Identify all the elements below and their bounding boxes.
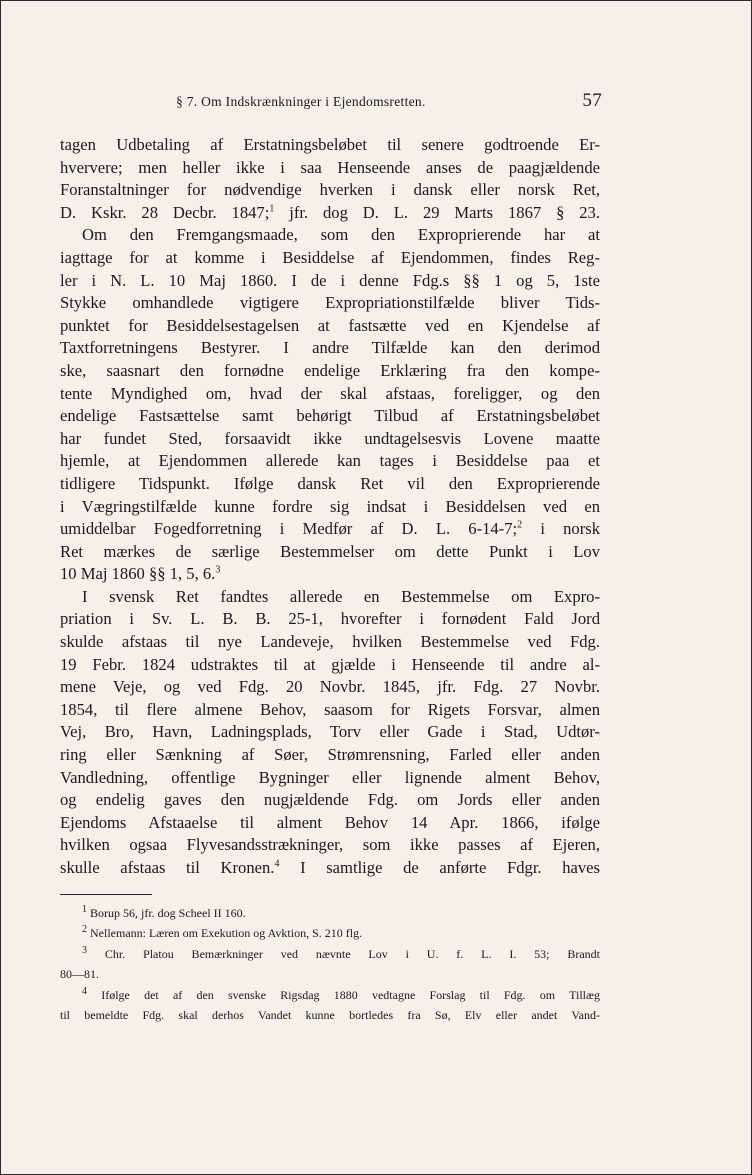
text-line — [60, 676, 600, 699]
text-line — [60, 496, 600, 519]
footnote-line — [60, 1005, 600, 1026]
footnote-number: 2 — [82, 924, 87, 936]
text-line — [60, 744, 600, 767]
text-segment: skulde afstaas til nye Landeveje, hvilken Bestemmelse ved Fdg. — [60, 632, 600, 652]
footnote-line — [60, 923, 600, 944]
text-segment: hvilken ogsaa Flyvesandsstrækninger, som ikke passes af Ejeren, — [60, 835, 600, 855]
footnote-text: 80—81. — [60, 967, 99, 982]
text-line — [60, 292, 600, 315]
text-line — [60, 337, 600, 360]
footnote-ref: 3 — [215, 564, 221, 576]
text-segment: i Vægringstilfælde kunne fordre sig indsat i Besiddelsen ved en — [60, 496, 600, 516]
text-line — [60, 179, 600, 202]
text-segment: ring eller Sænkning af Søer, Strømrensning, Farled eller anden — [60, 745, 600, 765]
text-segment: Foranstaltninger for nødvendige hverken i dansk eller norsk Ret, — [60, 180, 600, 200]
text-line — [60, 224, 600, 247]
text-segment: Ejendoms Afstaaelse til alment Behov 14 Apr. 1866, ifølge — [60, 812, 600, 832]
text-segment: hjemle, at Ejendommen allerede kan tages i Besiddelse paa et — [60, 451, 600, 471]
text-segment: skulle afstaas til Kronen. — [60, 858, 275, 877]
footnote-ref: 1 — [269, 203, 275, 215]
text-line — [60, 405, 600, 428]
text-line — [60, 812, 600, 835]
text-line — [60, 721, 600, 744]
text-line — [60, 834, 600, 857]
text-line — [60, 428, 600, 451]
page-number: 57 — [582, 90, 602, 111]
text-line — [60, 518, 600, 541]
footnote-line — [60, 964, 600, 985]
text-segment: tente Myndighed om, hvad der skal afstaas, foreligger, og den — [60, 383, 600, 403]
text-segment: hververe; men heller ikke i saa Henseende anses de paagjældende — [60, 157, 600, 177]
footnote-text: Nellemann: Læren om Exekution og Avktion, S. 210 flg. — [90, 926, 363, 941]
footnote-ref: 4 — [274, 858, 280, 870]
text-line — [60, 473, 600, 496]
footnote-text: Ifølge det af den svenske Rigsdag 1880 vedtagne Forslag til Fdg. om Tillæg — [101, 987, 601, 1002]
footnote-number: 4 — [82, 985, 87, 997]
text-line — [60, 699, 600, 722]
text-line — [60, 857, 600, 880]
text-segment: har fundet Sted, forsaavidt ikke undtagelsesvis Lovene maatte — [60, 428, 600, 448]
text-segment: 10 Maj 1860 §§ 1, 5, 6. — [60, 564, 216, 584]
text-line — [60, 586, 600, 609]
text-line — [60, 789, 600, 812]
text-segment: iagttage for at komme i Besiddelse af Ejendommen, findes Reg- — [60, 247, 600, 267]
text-segment: Ret mærkes de særlige Bestemmelser om dette Punkt i Lov — [60, 541, 600, 561]
text-line — [60, 654, 600, 677]
footnote-line — [60, 903, 600, 924]
footnote-number: 1 — [82, 903, 87, 915]
footnote-ref: 2 — [517, 519, 523, 531]
text-line — [60, 450, 600, 473]
footnotes — [60, 903, 600, 1026]
body-text — [60, 134, 600, 880]
page-header — [60, 90, 600, 118]
text-line — [60, 360, 600, 383]
text-segment: tagen Udbetaling af Erstatningsbeløbet til senere godtroende Er- — [60, 135, 600, 154]
footnote-text: Borup 56, jfr. dog Scheel II 160. — [90, 905, 246, 920]
text-line — [60, 202, 600, 225]
footnote-text: Chr. Platou Bemærkninger ved nævnte Lov i U. f. L. I. 53; Brandt — [104, 946, 601, 961]
text-segment: I svensk Ret fandtes allerede en Bestemmelse om Expro- — [82, 586, 600, 606]
text-line — [60, 247, 600, 270]
text-segment: mene Veje, og ved Fdg. 20 Novbr. 1845, jfr. Fdg. 27 Novbr. — [60, 677, 600, 697]
text-segment: jfr. dog D. L. 29 Marts 1867 § 23. — [274, 202, 600, 222]
text-line — [60, 767, 600, 790]
text-segment: 19 Febr. 1824 udstraktes til at gjælde i Henseende til andre al- — [60, 654, 600, 674]
footnote-rule — [60, 894, 152, 895]
text-line — [60, 631, 600, 654]
text-segment: 1854, til flere almene Behov, saasom for Rigets Forsvar, almen — [60, 699, 600, 719]
text-line — [60, 563, 600, 586]
text-segment: tidligere Tidspunkt. Ifølge dansk Ret vil den Exproprierende — [60, 473, 600, 493]
text-line — [60, 608, 600, 631]
book-page — [60, 90, 600, 1026]
text-segment: ske, saasnart den fornødne endelige Erklæring fra den kompe- — [60, 360, 600, 380]
text-line — [60, 383, 600, 406]
text-segment: Vandledning, offentlige Bygninger eller lignende alment Behov, — [60, 767, 600, 787]
text-segment: punktet for Besiddelsestagelsen at fastsætte ved en Kjendelse af — [60, 315, 600, 335]
text-segment: endelige Fastsættelse samt behørigt Tilbud af Erstatningsbeløbet — [60, 406, 600, 426]
text-line — [60, 541, 600, 564]
text-segment: D. Kskr. 28 Decbr. 1847; — [60, 202, 270, 222]
text-segment: Om den Fremgangsmaade, som den Exproprierende har at — [82, 225, 600, 245]
text-line — [60, 157, 600, 180]
text-segment: Stykke omhandlede vigtigere Expropriationstilfælde bliver Tids- — [60, 293, 600, 313]
text-segment: ler i N. L. 10 Maj 1860. I de i denne Fdg.s §§ 1 og 5, 1ste — [60, 270, 600, 290]
footnote-line — [60, 985, 600, 1006]
text-segment: og endelig gaves den nugjældende Fdg. om Jords eller anden — [60, 790, 600, 810]
text-segment: Vej, Bro, Havn, Ladningsplads, Torv eller Gade i Stad, Udtør- — [60, 722, 600, 742]
text-segment: Taxtforretningens Bestyrer. I andre Tilfælde kan den derimod — [60, 338, 600, 358]
running-title: § 7. Om Indskrænkninger i Ejendomsretten. — [176, 94, 426, 109]
text-segment: i norsk — [522, 519, 601, 539]
footnote-text: til bemeldte Fdg. skal derhos Vandet kunne bortledes fra Sø, Elv eller andet Vand- — [60, 1008, 600, 1023]
text-segment: I samtlige de anførte Fdgr. haves — [279, 858, 600, 877]
footnote-number: 3 — [82, 944, 87, 956]
footnote-line — [60, 944, 600, 965]
text-segment: umiddelbar Fogedforretning i Medfør af D. L. 6-14-7; — [60, 519, 518, 539]
text-line — [60, 270, 600, 293]
text-line — [60, 134, 600, 157]
text-segment: priation i Sv. L. B. B. 25-1, hvorefter i fornødent Fald Jord — [60, 609, 600, 629]
text-line — [60, 315, 600, 338]
